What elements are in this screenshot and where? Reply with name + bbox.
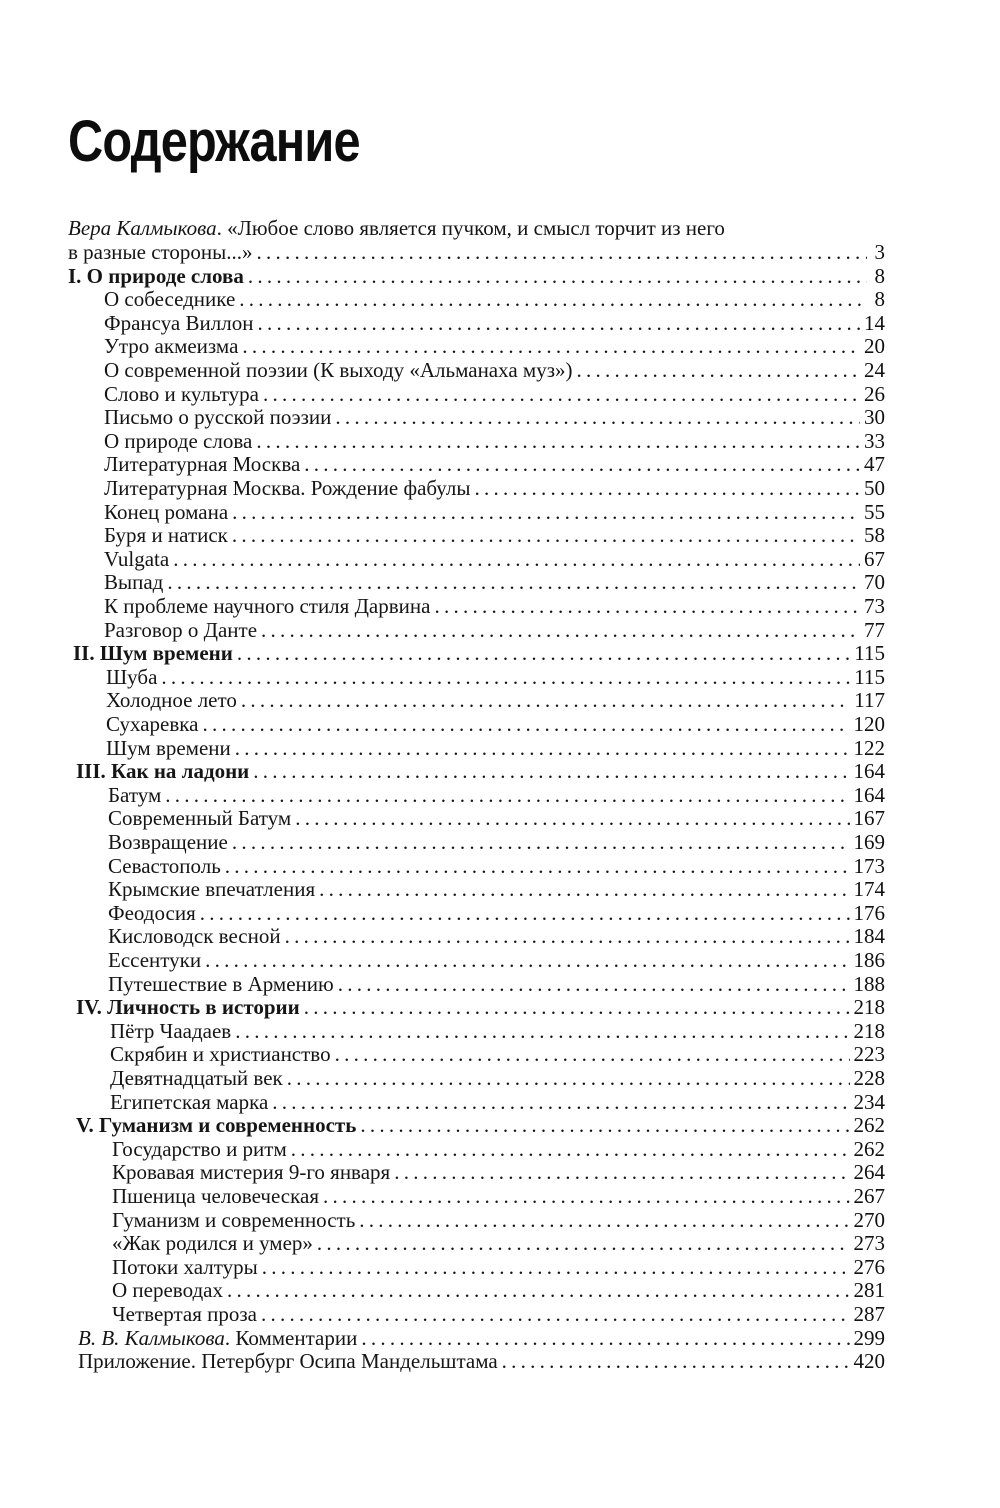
toc-entry-page-number: 77 [864,618,885,642]
intro-line-2-page-number: 3 [874,240,885,264]
toc-entry-page-number: 73 [864,594,885,618]
toc-entry [104,523,885,547]
toc-entry [110,1019,885,1043]
section-heading [76,1113,885,1137]
dot-leader [232,523,860,547]
toc-entry [110,1066,885,1090]
toc-entry [108,948,885,972]
toc-entry [112,1137,885,1161]
section-heading [73,641,885,665]
dot-leader [253,759,849,783]
toc-entry-label: Шум времени [106,736,231,760]
toc-entry-label: Сухаревка [106,712,199,736]
dot-leader [272,1090,849,1114]
toc-entry [108,972,885,996]
dot-leader [235,736,850,760]
dot-leader [577,358,860,382]
toc-entry [104,382,885,406]
toc-entry-label: Выпад [104,570,164,594]
toc-entry [112,1255,885,1279]
toc-entry [112,1278,885,1302]
dot-leader [359,1208,849,1232]
tail-entry-label: Приложение. Петербург Осипа Мандельштама [78,1349,498,1373]
dot-leader [291,1137,850,1161]
toc-entry-label: Четвертая проза [112,1302,258,1326]
toc-entry [106,665,885,689]
dot-leader [200,901,850,925]
dot-leader [434,594,860,618]
tail-entry [78,1349,885,1373]
section-heading-label: I. О природе слова [68,264,244,288]
dot-leader [225,854,850,878]
toc-entry-label: «Жак родился и умер» [112,1231,313,1255]
toc-entry [104,405,885,429]
toc-entry-label: Государство и ритм [112,1137,287,1161]
toc-entry-page-number: 117 [854,688,885,712]
section-heading-page-number: 218 [853,995,885,1019]
section-heading [76,759,885,783]
dot-leader [338,972,850,996]
toc-entry [108,854,885,878]
toc-entry-label: О природе слова [104,429,253,453]
toc-entry [112,1184,885,1208]
toc-entry [104,358,885,382]
toc-entry-label: Vulgata [104,547,170,571]
toc-entry-page-number: 30 [864,405,885,429]
dot-leader [237,641,850,665]
toc-entry-page-number: 122 [853,736,885,760]
toc-entry [106,712,885,736]
toc-entry-page-number: 169 [853,830,885,854]
dot-leader [335,405,860,429]
dot-leader [167,570,860,594]
dot-leader [202,712,849,736]
toc-entry [112,1231,885,1255]
toc-entry-page-number: 20 [864,334,885,358]
toc-entry [112,1302,885,1326]
dot-leader [262,1255,850,1279]
toc-entry [112,1160,885,1184]
toc-entry-label: Кисловодск весной [108,924,281,948]
dot-leader [360,1113,849,1137]
toc-entry-label: Холодное лето [106,688,237,712]
toc-entry-page-number: 264 [853,1160,885,1184]
toc-entry-label: Ессентуки [108,948,202,972]
section-heading [68,264,885,288]
dot-leader [304,995,850,1019]
intro-title-line-1: . «Любое слово является пучком, и смысл торчит из него [216,216,725,240]
section-heading-page-number: 164 [853,759,885,783]
toc-entry-page-number: 228 [853,1066,885,1090]
toc-entry-page-number: 262 [853,1137,885,1161]
intro-line-1 [68,216,725,240]
toc-entry-page-number: 184 [853,924,885,948]
toc-entry [106,736,885,760]
section-heading-label: IV. Личность в истории [76,995,300,1019]
dot-leader [261,618,860,642]
dot-leader [474,476,860,500]
toc-entry-page-number: 70 [864,570,885,594]
toc-entry-page-number: 223 [853,1042,885,1066]
dot-leader [227,1278,850,1302]
toc-entry-page-number: 188 [853,972,885,996]
toc-entry-page-number: 67 [864,547,885,571]
toc-entry [104,334,885,358]
toc-entry [106,688,885,712]
toc-entry-page-number: 24 [864,358,885,382]
toc-entry-page-number: 270 [853,1208,885,1232]
section-heading-label: III. Как на ладони [76,759,250,783]
dot-leader [323,1184,850,1208]
toc-entry-label: Батум [108,783,162,807]
intro-line-2-label: в разные стороны...» [68,240,253,264]
dot-leader [287,1066,850,1090]
toc-entry [104,594,885,618]
toc-entry-label: Египетская марка [110,1090,269,1114]
toc-entry-label: О современной поэзии (К выходу «Альманаха муз») [104,358,573,382]
dot-leader [285,924,850,948]
tail-entry-author: В. В. Калмыкова [78,1326,225,1350]
toc-entry-label: Разговор о Данте [104,618,258,642]
toc-entry [104,311,885,335]
toc-entry-label: Литературная Москва. Рождение фабулы [104,476,471,500]
toc-entry-page-number: 167 [853,806,885,830]
toc-entry-page-number: 267 [853,1184,885,1208]
toc-entry-label: Крымские впечатления [108,877,316,901]
section-heading [76,995,885,1019]
toc-entry-page-number: 218 [853,1019,885,1043]
toc-entry-label: Потоки халтуры [112,1255,258,1279]
toc-entry [104,618,885,642]
toc-entry-page-number: 174 [853,877,885,901]
dot-leader [502,1349,850,1373]
toc-entry [110,1042,885,1066]
toc-entry [104,547,885,571]
toc-entry-page-number: 58 [864,523,885,547]
dot-leader [161,665,850,689]
tail-entry-page-number: 299 [853,1326,885,1350]
toc-entry-label: Девятнадцатый век [110,1066,283,1090]
section-heading-page-number: 8 [874,264,885,288]
dot-leader [256,429,860,453]
toc-entry-page-number: 8 [874,287,885,311]
toc-entry-page-number: 50 [864,476,885,500]
toc-entry [108,877,885,901]
toc-entry-label: Современный Батум [108,806,292,830]
toc-entry [108,901,885,925]
toc-entry-label: Конец романа [104,500,229,524]
dot-leader [232,500,860,524]
toc-entry-label: Скрябин и христианство [110,1042,331,1066]
toc-entry-page-number: 120 [853,712,885,736]
tail-entry-page-number: 420 [853,1349,885,1373]
toc-entry-page-number: 115 [854,665,885,689]
toc-entry-label: Пётр Чаадаев [110,1019,232,1043]
toc-entry-page-number: 55 [864,500,885,524]
toc-entry [104,500,885,524]
toc-entry [112,1208,885,1232]
dot-leader [232,830,850,854]
dot-leader [235,1019,849,1043]
intro-line-2 [68,240,885,264]
dot-leader [394,1160,849,1184]
toc-entry [104,452,885,476]
dot-leader [242,334,860,358]
dot-leader [263,382,860,406]
toc-entry-page-number: 276 [853,1255,885,1279]
dot-leader [361,1326,849,1350]
toc-entry-label: Буря и натиск [104,523,228,547]
toc-entry-label: Шуба [106,665,158,689]
toc-entry-page-number: 14 [864,311,885,335]
toc-entry-label: Слово и культура [104,382,259,406]
dot-leader [239,287,867,311]
dot-leader [317,1231,850,1255]
dot-leader [248,264,867,288]
toc-entry-label: Гуманизм и современность [112,1208,356,1232]
toc-entry-page-number: 26 [864,382,885,406]
toc-entry-label: Кровавая мистерия 9-го января [112,1160,391,1184]
toc-entry-page-number: 281 [853,1278,885,1302]
toc-entry-label: Феодосия [108,901,196,925]
toc-entry [108,830,885,854]
intro-author: Вера Калмыкова [68,216,217,240]
toc-entry-label: Литературная Москва [104,452,301,476]
section-heading-page-number: 115 [854,641,885,665]
toc-entry [108,806,885,830]
toc-entry-label: Утро акмеизма [104,334,239,358]
dot-leader [257,311,860,335]
page-title: Содержание [68,109,360,174]
toc-entry [108,924,885,948]
toc-entry-label: О собеседнике [104,287,236,311]
toc-entry [104,287,885,311]
dot-leader [241,688,850,712]
toc-entry-page-number: 164 [853,783,885,807]
toc-entry-page-number: 173 [853,854,885,878]
dot-leader [261,1302,849,1326]
toc-entry-page-number: 273 [853,1231,885,1255]
toc-entry-label: Путешествие в Армению [108,972,334,996]
dot-leader [335,1042,850,1066]
toc-entry [104,476,885,500]
dot-leader [295,806,849,830]
tail-entry-title: . Комментарии [224,1326,358,1350]
toc-entry-page-number: 176 [853,901,885,925]
toc-entry-page-number: 47 [864,452,885,476]
toc-entry-page-number: 33 [864,429,885,453]
tail-entry-label [78,1326,357,1350]
dot-leader [257,240,867,264]
toc-entry-label: Письмо о русской поэзии [104,405,332,429]
dot-leader [319,877,849,901]
toc-entry-label: Пшеница человеческая [112,1184,319,1208]
toc-entry [108,783,885,807]
toc-entry [104,429,885,453]
dot-leader [173,547,860,571]
toc-entry-label: К проблеме научного стиля Дарвина [104,594,431,618]
toc-entry-page-number: 287 [853,1302,885,1326]
toc-entry [104,570,885,594]
section-heading-label: V. Гуманизм и современность [76,1113,357,1137]
tail-entry [78,1326,885,1350]
section-heading-page-number: 262 [853,1113,885,1137]
dot-leader [165,783,849,807]
toc-entry [110,1090,885,1114]
toc-entry-label: Севастополь [108,854,221,878]
toc-entry-page-number: 234 [853,1090,885,1114]
section-heading-label: II. Шум времени [73,641,233,665]
toc-entry-page-number: 186 [853,948,885,972]
dot-leader [304,452,860,476]
toc-entry-label: Возвращение [108,830,228,854]
dot-leader [205,948,849,972]
toc-entry-label: Франсуа Виллон [104,311,254,335]
toc-entry-label: О переводах [112,1278,223,1302]
